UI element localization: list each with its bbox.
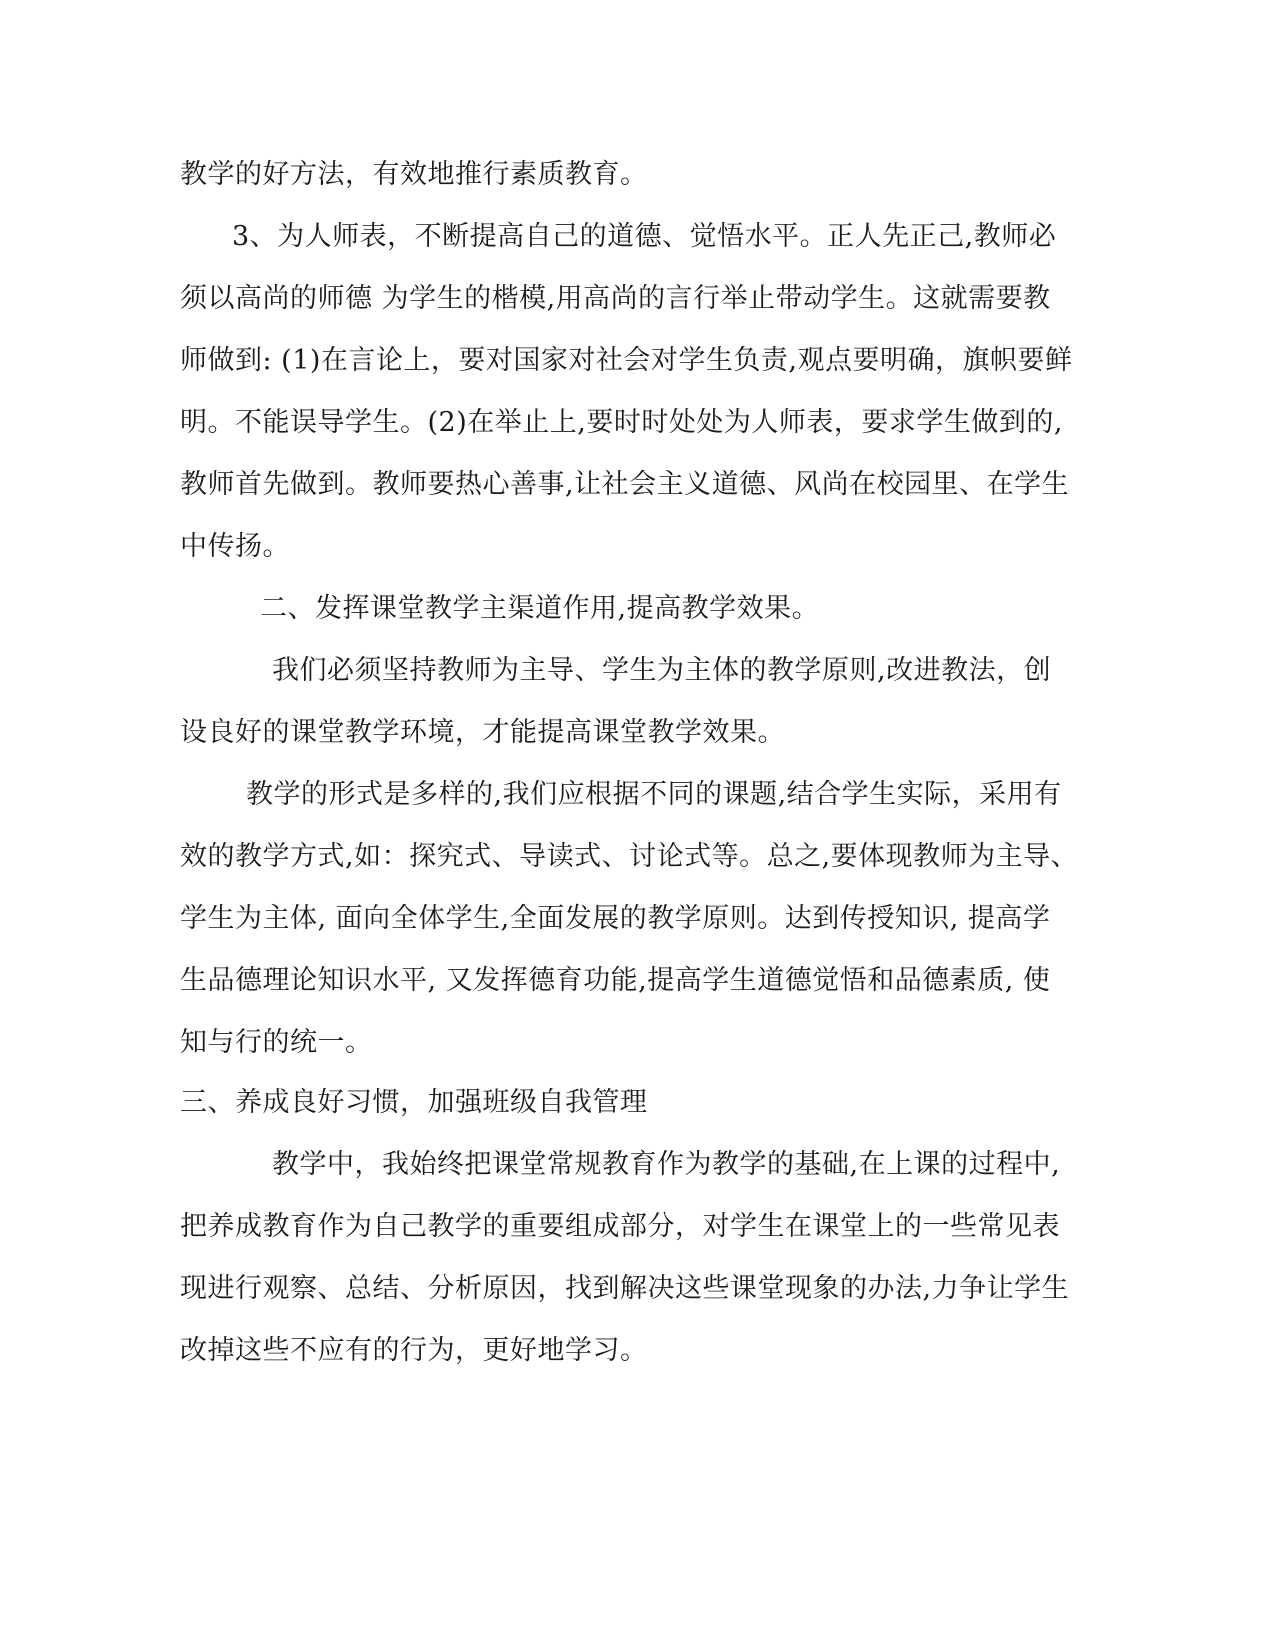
text-line-14: 生品德理论知识水平, 又发挥德育功能,提高学生道德觉悟和品德素质, 使: [180, 965, 1051, 996]
text-line-3: 须以高尚的师德 为学生的楷模,用高尚的言行举止带动学生。这就需要教: [180, 283, 1051, 314]
text-line-4: 师做到: (1)在言论上，要对国家对社会对学生负责,观点要明确，旗帜要鲜: [180, 345, 1073, 376]
text-line-10: 设良好的课堂教学环境，才能提高课堂教学效果。: [180, 717, 785, 748]
text-line-18: 把养成教育作为自己教学的重要组成部分，对学生在课堂上的一些常见表: [180, 1211, 1060, 1242]
text-line-11: 教学的形式是多样的,我们应根据不同的课题,结合学生实际，采用有: [246, 779, 1062, 810]
text-line-13: 学生为主体, 面向全体学生,全面发展的教学原则。达到传授知识, 提高学: [180, 903, 1051, 934]
text-line-12: 效的教学方式,如：探究式、导读式、讨论式等。总之,要体现教师为主导、: [180, 841, 1079, 872]
section-heading-3: 三、养成良好习惯，加强班级自我管理: [180, 1087, 648, 1118]
text-line-6: 教师首先做到。教师要热心善事,让社会主义道德、风尚在校园里、在学生: [180, 469, 1070, 500]
text-line-20: 改掉这些不应有的行为，更好地学习。: [180, 1335, 648, 1366]
text-line-5: 明。不能误导学生。(2)在举止上,要时时处处为人师表，要求学生做到的,: [180, 407, 1063, 438]
text-line-19: 现进行观察、总结、分析原因，找到解决这些课堂现象的办法,力争让学生: [180, 1273, 1070, 1304]
text-line-17: 教学中，我始终把课堂常规教育作为教学的基础,在上课的过程中,: [272, 1149, 1061, 1180]
text-line-1: 教学的好方法，有效地推行素质教育。: [180, 159, 648, 190]
text-line-15: 知与行的统一。: [180, 1027, 373, 1058]
text-line-7: 中传扬。: [180, 531, 290, 562]
text-line-2: 3、为人师表，不断提高自己的道德、觉悟水平。正人先正己,教师必: [232, 221, 1057, 252]
section-heading-2: 二、发挥课堂教学主渠道作用,提高教学效果。: [260, 593, 820, 624]
text-line-9: 我们必须坚持教师为主导、学生为主体的教学原则,改进教法，创: [272, 655, 1052, 686]
